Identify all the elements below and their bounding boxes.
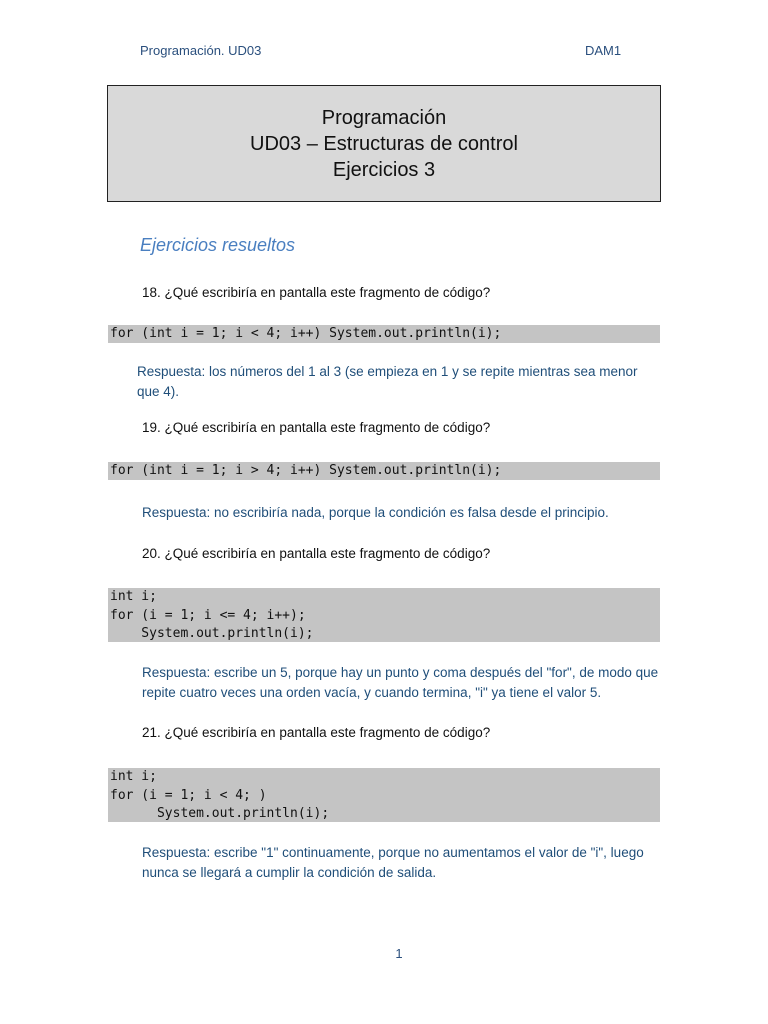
exercise-19-answer: Respuesta: no escribiría nada, porque la condición es falsa desde el principio.	[142, 505, 609, 520]
exercise-20-question: 20. ¿Qué escribiría en pantalla este fragmento de código?	[142, 546, 491, 561]
title-subject: Programación	[321, 106, 447, 129]
running-header-title: Programación. UD03	[140, 43, 262, 58]
page-number: 1	[395, 946, 403, 961]
exercise-18-answer: Respuesta: los números del 1 al 3 (se empieza en 1 y se repite mientras sea menor que 4).	[137, 364, 638, 399]
exercise-19-question: 19. ¿Qué escribiría en pantalla este fragmento de código?	[142, 420, 491, 435]
exercise-18-code: for (int i = 1; i < 4; i++) System.out.println(i);	[108, 325, 660, 343]
exercise-21-answer: Respuesta: escribe "1" continuamente, porque no aumentamos el valor de "i", luego nunca se llegará a cumplir la condición de salida.	[142, 845, 644, 880]
exercise-18-question: 18. ¿Qué escribiría en pantalla este fragmento de código?	[142, 285, 491, 300]
title-exercises: Ejercicios 3	[332, 158, 436, 181]
exercise-21-code: int i; for (i = 1; i < 4; ) System.out.println(i);	[108, 768, 660, 822]
section-heading: Ejercicios resueltos	[140, 235, 296, 255]
exercise-20-answer: Respuesta: escribe un 5, porque hay un punto y coma después del "for", de modo que repite cuatro veces una orden vacía, y cuando termina, "i" ya tiene el valor 5.	[142, 665, 659, 700]
title-box	[107, 85, 661, 202]
exercise-21-question: 21. ¿Qué escribiría en pantalla este fragmento de código?	[142, 725, 491, 740]
running-header-course: DAM1	[585, 43, 622, 58]
exercise-20-code: int i; for (i = 1; i <= 4; i++); System.out.println(i);	[108, 588, 660, 642]
title-unit: UD03 – Estructuras de control	[250, 132, 518, 155]
exercise-19-code: for (int i = 1; i > 4; i++) System.out.println(i);	[108, 462, 660, 480]
